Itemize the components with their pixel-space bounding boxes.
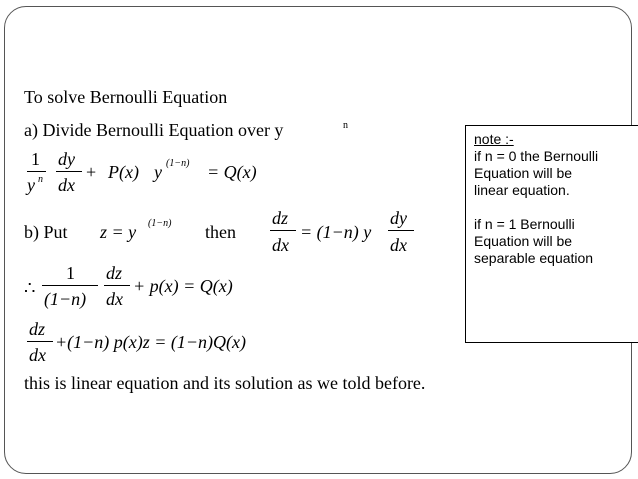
eq3-fraction-bar-1 [42,285,98,286]
eq3-fraction-bar-2 [104,285,130,286]
eq1-num-2: dy [58,149,75,169]
step-b-exponent: (1−n) [148,218,172,229]
step-b-dy: dy [390,208,407,228]
eq1-exponent: (1−n) [166,158,190,169]
eq1-fraction-bar-1 [27,171,46,172]
eq3-num-2: dz [106,263,123,283]
eq4-den: dx [29,345,46,365]
eq1-fraction-bar-2 [56,171,82,172]
eq3-num-1: 1 [66,263,75,283]
step-b-dz: dz [272,208,289,228]
step-a-exponent: n [343,120,348,131]
note-box [465,125,638,343]
eq1-y: y [154,162,162,182]
eq4-rest: +(1−n) p(x)z = (1−n)Q(x) [55,332,247,352]
eq1-px: P(x) [108,162,139,182]
step-b-dx: dx [272,235,289,255]
therefore-symbol: ∴ [24,278,36,298]
note-line: if n = 0 the Bernoulli [474,148,599,164]
eq1-den-1: y [27,175,35,195]
note-title: note :- [474,131,514,147]
step-b-fraction-bar-1 [270,230,296,231]
eq4-num: dz [29,319,46,339]
eq1-den-2: dx [58,175,75,195]
step-b-mid: = (1−n) y [300,222,372,242]
note-line: Equation will be [474,233,573,249]
step-b-dx2: dx [390,235,407,255]
eq4-fraction-bar [27,341,53,342]
eq1-plus: + [86,162,97,182]
step-b-fraction-bar-2 [388,230,414,231]
eq3-den-1: (1−n) [44,289,87,309]
eq1-den-1-exp: n [38,174,43,185]
note-line: if n = 1 Bernoulli [474,216,575,232]
note-line: Equation will be [474,165,573,181]
eq1-rhs: = Q(x) [207,162,257,182]
step-b-z-eq: z = y [100,222,137,242]
step-b-then: then [205,222,236,242]
note-line: linear equation. [474,182,570,198]
eq1-num-1: 1 [31,149,40,169]
conclusion: this is linear equation and its solution as we told before. [24,373,426,393]
heading: To solve Bernoulli Equation [24,87,228,107]
note-line: separable equation [474,250,594,266]
step-a-text: a) Divide Bernoulli Equation over y [24,120,284,140]
eq3-rest: + p(x) = Q(x) [133,276,233,296]
step-b-label: b) Put [24,222,68,242]
eq3-den-2: dx [106,289,123,309]
